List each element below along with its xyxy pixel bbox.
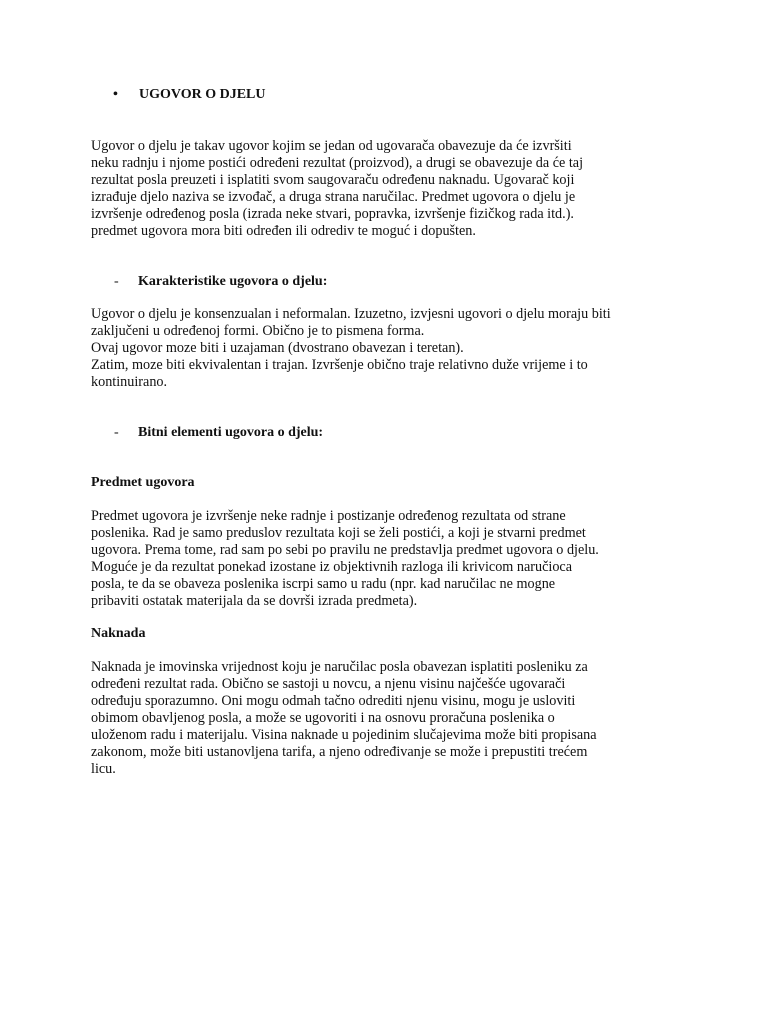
intro-paragraph — [91, 138, 671, 240]
paragraph-line: određuju sporazumno. Oni mogu odmah tačno odrediti njenu visinu, mogu je usloviti — [91, 693, 576, 709]
paragraph-line: Ovaj ugovor moze biti i uzajaman (dvostrano obavezan i teretan). — [91, 340, 464, 356]
paragraph-line: zaključeni u određenoj formi. Obično je to pismena forma. — [91, 323, 425, 339]
document-title — [113, 86, 266, 104]
paragraph-line: zakonom, može biti ustanovljena tarifa, a njeno određivanje se može i prepustiti trećem — [91, 744, 588, 760]
paragraph-line: poslenika. Rad je samo preduslov rezultata koji se želi postići, a koji je stvarni predmet — [91, 525, 586, 541]
paragraph-line: pribaviti ostatak materijala da se dovrši izrada predmeta). — [91, 593, 418, 609]
paragraph-line: ugovora. Prema tome, rad sam po sebi po pravilu ne predstavlja predmet ugovora o djelu. — [91, 542, 599, 558]
section-heading-text: Karakteristike ugovora o djelu: — [138, 274, 328, 289]
paragraph-line: određeni rezultat rada. Obično se sastoji u novcu, a njenu visinu najčešće ugovarači — [91, 676, 566, 692]
naknada-paragraph — [91, 659, 671, 778]
paragraph-line: izvršenje određenog posla (izrada neke stvari, popravka, izvršenje fizičkog rada itd.). — [91, 206, 574, 222]
paragraph-line: posla, te da se obaveza poslenika iscrpi samo u radu (npr. kad naručilac ne mogne — [91, 576, 556, 592]
paragraph-line: predmet ugovora mora biti određen ili odrediv te moguć i dopušten. — [91, 223, 476, 239]
paragraph-line: Ugovor o djelu je takav ugovor kojim se jedan od ugovarača obavezuje da će izvršiti — [91, 138, 572, 154]
paragraph-line: obimom obavljenog posla, a može se ugovoriti i na osnovu proračuna poslenika o — [91, 710, 555, 726]
section-heading-karakteristike — [114, 273, 327, 291]
paragraph-line: Ugovor o djelu je konsenzualan i neformalan. Izuzetno, izvjesni ugovori o djelu moraju biti — [91, 306, 611, 322]
paragraph-line: Predmet ugovora je izvršenje neke radnje i postizanje određenog rezultata od strane — [91, 508, 566, 524]
naknada-heading: Naknada — [91, 626, 146, 641]
paragraph-line: Naknada je imovinska vrijednost koju je naručilac posla obavezan isplatiti posleniku za — [91, 659, 588, 675]
predmet-paragraph — [91, 508, 671, 610]
section-heading-text: Bitni elementi ugovora o djelu: — [138, 425, 324, 440]
bullet-icon: • — [113, 87, 118, 102]
paragraph-line: Moguće je da rezultat ponekad izostane iz objektivnih razloga ili krivicom naručioca — [91, 559, 573, 575]
paragraph-line: Zatim, moze biti ekvivalentan i trajan. Izvršenje obično traje relativno duže vrijeme i to — [91, 357, 588, 373]
paragraph-line: neku radnju i njome postići određeni rezultat (proizvod), a drugi se obavezuje da će taj — [91, 155, 584, 171]
paragraph-line: uloženom radu i materijalu. Visina naknade u pojedinim slučajevima može biti propisana — [91, 727, 597, 743]
predmet-heading: Predmet ugovora — [91, 475, 195, 490]
paragraph-line: kontinuirano. — [91, 374, 168, 390]
karakteristike-paragraph — [91, 306, 671, 391]
document-title-text: UGOVOR O DJELU — [139, 87, 266, 102]
dash-marker: - — [114, 425, 119, 440]
dash-marker: - — [114, 274, 119, 289]
section-heading-bitni-elementi — [114, 424, 323, 442]
paragraph-line: izrađuje djelo naziva se izvođač, a druga strana naručilac. Predmet ugovora o djelu je — [91, 189, 576, 205]
paragraph-line: rezultat posla preuzeti i isplatiti svom saugovaraču određenu naknadu. Ugovarač koji — [91, 172, 575, 188]
paragraph-line: licu. — [91, 761, 116, 777]
